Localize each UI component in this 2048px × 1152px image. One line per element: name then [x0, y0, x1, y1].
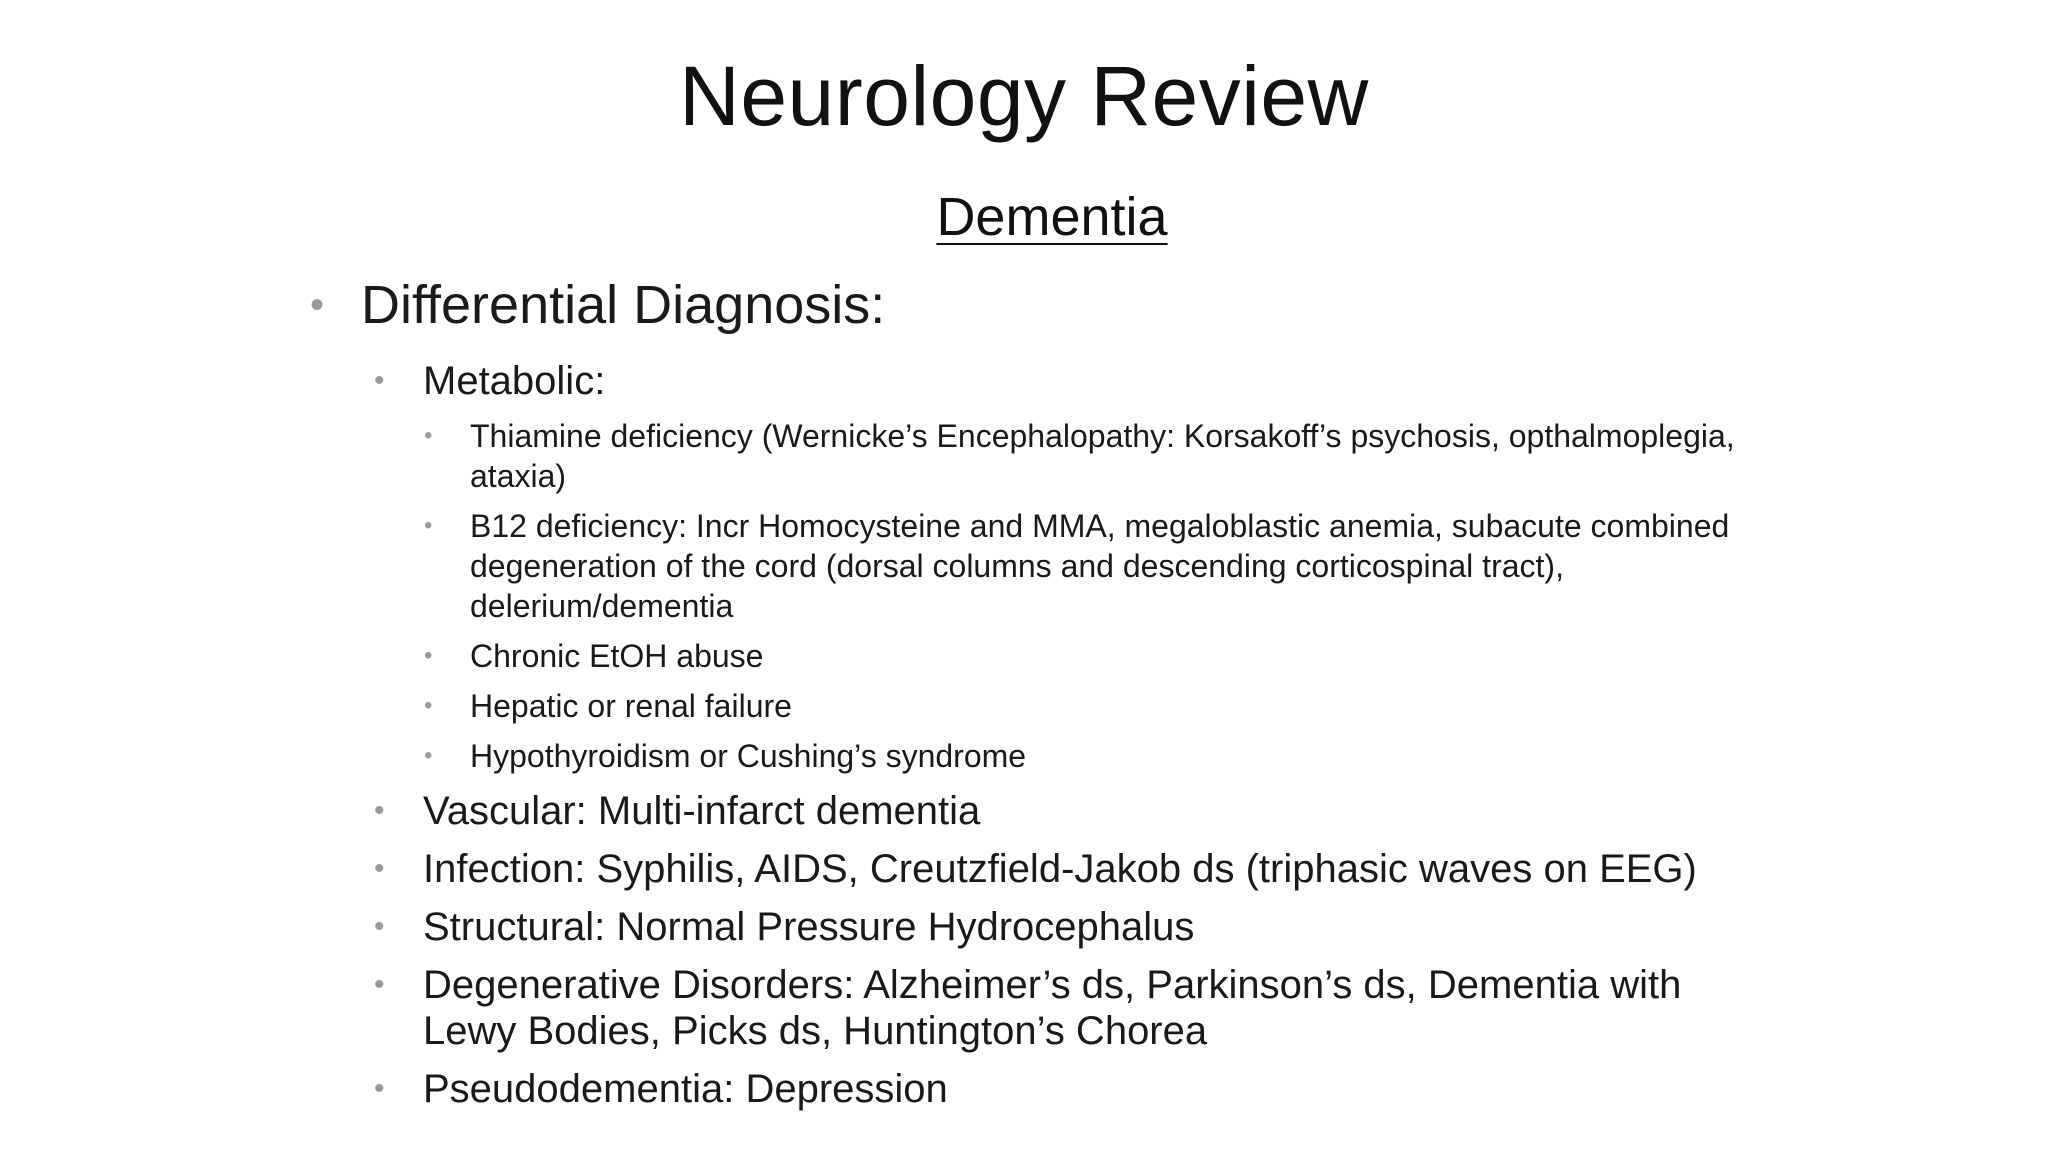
slide-subtitle: Dementia — [936, 187, 1168, 247]
sub-bullet-b12 — [0, 506, 1800, 626]
sub-bullet-etoh — [0, 636, 1800, 676]
bullet-text: Degenerative Disorders: Alzheimer’s ds, Parkinson’s ds, Dementia with Lewy Bodies, Picks ds, Huntington’s Chorea — [423, 963, 1682, 1053]
bullet-infection — [0, 846, 1773, 892]
bullet-dot-icon: • — [310, 283, 325, 327]
bullet-list — [0, 272, 2048, 1112]
bullet-pseudodementia — [0, 1066, 1773, 1112]
bullet-differential-diagnosis — [0, 272, 2048, 338]
bullet-text: Infection: Syphilis, AIDS, Creutzfield-Jakob ds (triphasic waves on EEG) — [423, 847, 1697, 891]
bullet-metabolic — [0, 358, 1773, 404]
bullet-vascular — [0, 788, 1773, 834]
bullet-text: Thiamine deficiency (Wernicke’s Encephalopathy: Korsakoff’s psychosis, opthalmoplegia, ataxia) — [470, 418, 1735, 494]
bullet-degenerative — [0, 962, 1773, 1054]
bullet-dot-icon: • — [374, 910, 385, 943]
sub-bullet-hepatic-renal — [0, 686, 1800, 726]
bullet-text: Structural: Normal Pressure Hydrocephalus — [423, 905, 1195, 949]
bullet-dot-icon: • — [374, 852, 385, 885]
bullet-dot-icon: • — [424, 422, 433, 449]
bullet-dot-icon: • — [424, 742, 433, 769]
bullet-dot-icon: • — [374, 1072, 385, 1105]
bullet-text: Pseudodementia: Depression — [423, 1067, 948, 1111]
bullet-dot-icon: • — [374, 794, 385, 827]
bullet-text: B12 deficiency: Incr Homocysteine and MMA, megaloblastic anemia, subacute combined degeneration of the cord (dorsal columns and descending corticospinal tract), delerium/dementia — [470, 508, 1730, 624]
bullet-text: Metabolic: — [423, 359, 606, 403]
bullet-text: Vascular: Multi-infarct dementia — [423, 789, 981, 833]
slide-title: Neurology Review — [679, 49, 1369, 143]
sub-bullet-thiamine — [0, 416, 1800, 496]
bullet-text: Hypothyroidism or Cushing’s syndrome — [470, 738, 1027, 774]
bullet-text: Hepatic or renal failure — [470, 688, 792, 724]
bullet-dot-icon: • — [374, 968, 385, 1001]
bullet-text: Chronic EtOH abuse — [470, 638, 764, 674]
sub-bullet-hypothyroidism — [0, 736, 1800, 776]
bullet-dot-icon: • — [424, 642, 433, 669]
bullet-structural — [0, 904, 1773, 950]
bullet-text: Differential Diagnosis: — [361, 275, 886, 335]
bullet-dot-icon: • — [424, 512, 433, 539]
bullet-dot-icon: • — [374, 364, 385, 397]
bullet-dot-icon: • — [424, 692, 433, 719]
